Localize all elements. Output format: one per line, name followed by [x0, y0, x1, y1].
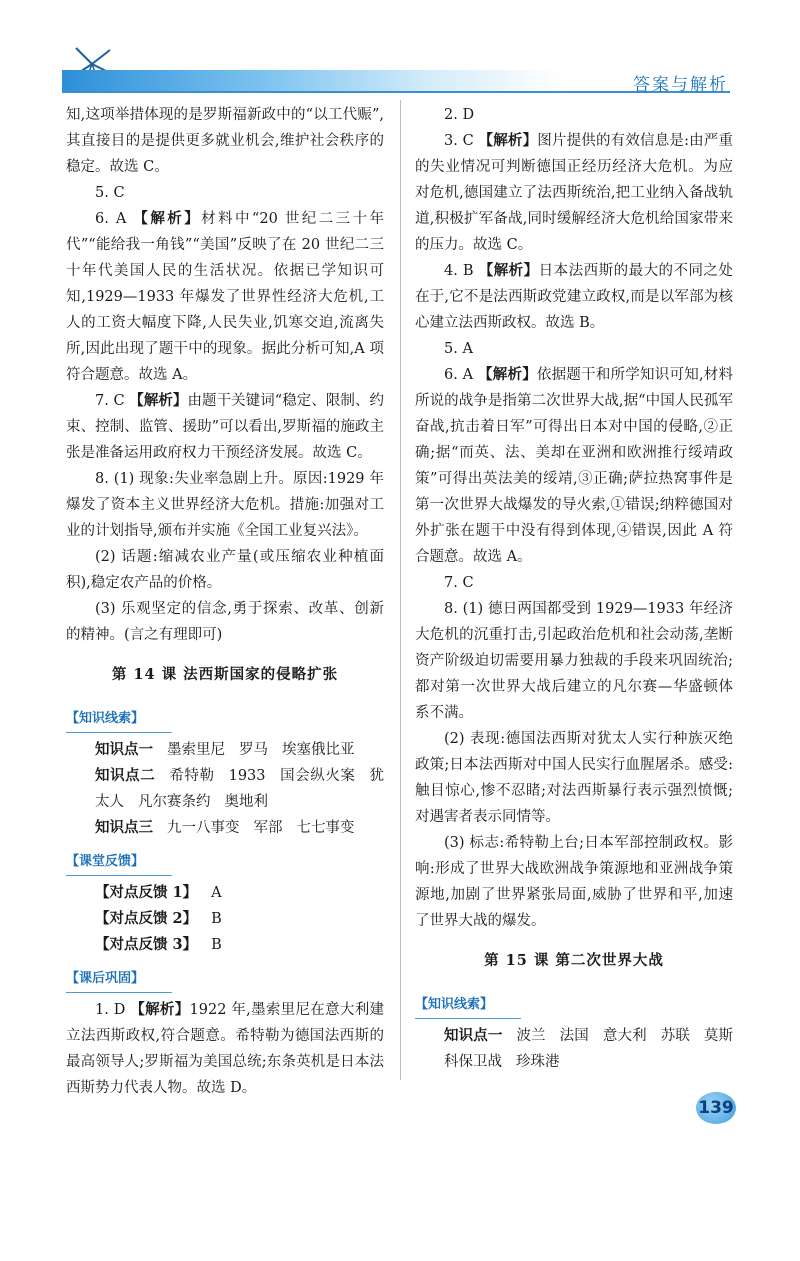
section-knowledge-clue-15: 【知识线索】 [415, 992, 521, 1019]
after-answer-1: 1. D 【解析】1922 年,墨索里尼在意大利建立法西斯政权,符合题意。希特勒为德国法西斯的最高领导人;罗斯福为美国总统;东条英机是日本法西斯势力代表人物。故选 D。 [66, 1001, 385, 1096]
knowledge-point-2: 知识点二 希特勒 1933 国会纵火案 犹太人 凡尔赛条约 奥地利 [95, 767, 385, 810]
answer-8-1: 8. (1) 现象:失业率急剧上升。原因:1929 年爆发了资本主义世界经济大危机。措施:加强对工业的计划指导,颁布并实施《全国工业复兴法》。 [66, 471, 384, 539]
page-header [0, 0, 800, 105]
answer-r7: 7. C [444, 575, 474, 591]
answer-r5: 5. A [444, 341, 473, 357]
answer-r8-1: 8. (1) 德日两国都受到 1929—1933 年经济大危机的沉重打击,引起政治危机和社会动荡,垄断资产阶级迫切需要用暴力独裁的手段来巩固统治;都对第一次世界大战后建立的凡尔赛—华盛顿体系不满。 [415, 601, 733, 721]
answer-8-2: (2) 话题:缩减农业产量(或压缩农业种植面积),稳定农产品的价格。 [66, 549, 384, 591]
right-column [415, 102, 733, 1075]
left-column [66, 102, 384, 1101]
lesson-15-title: 第 15 课 第二次世界大战 [484, 952, 664, 969]
knowledge-point-1: 知识点一 墨索里尼 罗马 埃塞俄比亚 [95, 741, 355, 758]
answer-r8-3: (3) 标志:希特勒上台;日本军部控制政权。影响:形成了世界大战欧洲战争策源地和亚洲战争策源地,加剧了世界紧张局面,威胁了世界和平,加速了世界大战的爆发。 [415, 835, 733, 929]
answer-r8-2: (2) 表现:德国法西斯对犹太人实行种族灭绝政策;日本法西斯对中国人民实行血腥屠杀。感受:触目惊心,惨不忍睹;对法西斯暴行表示强烈愤慨;对遇害者表示同情等。 [415, 731, 733, 825]
answer-r2: 2. D [444, 107, 475, 123]
header-title: 答案与解析 [633, 75, 728, 95]
page-number-badge: 139 [696, 1092, 736, 1124]
answer-r3: 3. C 【解析】图片提供的有效信息是:由严重的失业情况可判断德国正经历经济大危机。为应对危机,德国建立了法西斯统治,把工业纳入备战轨道,积极扩军备战,同时缓解经济大危机给国家带来的压力。故选 C。 [415, 132, 734, 253]
answer-5: 5. C [95, 185, 125, 201]
knowledge-point-3: 知识点三 九一八事变 军部 七七事变 [95, 819, 355, 836]
knowledge-point-15-1: 知识点一 波兰 法国 意大利 苏联 莫斯科保卫战 珍珠港 [444, 1027, 734, 1070]
section-knowledge-clue: 【知识线索】 [66, 706, 172, 733]
feedback-1: 【对点反馈 1】 A [95, 884, 222, 901]
section-class-feedback: 【课堂反馈】 [66, 849, 172, 876]
answer-r6: 6. A 【解析】依据题干和所学知识可知,材料所说的战争是指第二次世界大战,据“中国人民孤军奋战,抗击着日军”可得出日本对中国的侵略,②正确;据“而英、法、美却在亚洲和欧洲推行绥靖政策”可得出英法美的绥靖,③正确;萨拉热窝事件是第一次世界大战爆发的导火索,①错误;纳粹德国对外扩张在题干中没有得到体现,④错误,因此 A 符合题意。故选 A。 [415, 366, 734, 565]
column-divider [400, 100, 401, 1080]
answer-6: 6. A 【解析】材料中“20 世纪二三十年代”“能给我一角钱”“美国”反映了在 20 世纪二三十年代美国人民的生活状况。依据已学知识可知,1929—1933 年爆发了世界性经济大危机,工人的工资大幅度下降,人民失业,饥寒交迫,流离失所,因此出现了题干中的现象。据此分析可知,A 项符合题意。故选 A。 [66, 210, 385, 383]
header-rule [62, 91, 730, 93]
answer-r4: 4. B 【解析】日本法西斯的最大的不同之处在于,它不是法西斯政党建立政权,而是以军部为核心建立法西斯政权。故选 B。 [415, 262, 734, 331]
header-band [62, 70, 730, 92]
lesson-14-title: 第 14 课 法西斯国家的侵略扩张 [111, 666, 339, 683]
answer-7: 7. C 【解析】由题干关键词“稳定、限制、约束、控制、监管、援助”可以看出,罗斯福的施政主张是准备运用政府权力干预经济发展。故选 C。 [66, 392, 385, 461]
answer-8-3: (3) 乐观坚定的信念,勇于探索、改革、创新的精神。(言之有理即可) [66, 601, 384, 643]
answer-paragraph: 知,这项举措体现的是罗斯福新政中的“以工代赈”,其直接目的是提供更多就业机会,维护社会秩序的稳定。故选 C。 [66, 107, 384, 175]
feedback-3: 【对点反馈 3】 B [95, 936, 222, 953]
feedback-2: 【对点反馈 2】 B [95, 910, 222, 927]
section-after-class: 【课后巩固】 [66, 966, 172, 993]
